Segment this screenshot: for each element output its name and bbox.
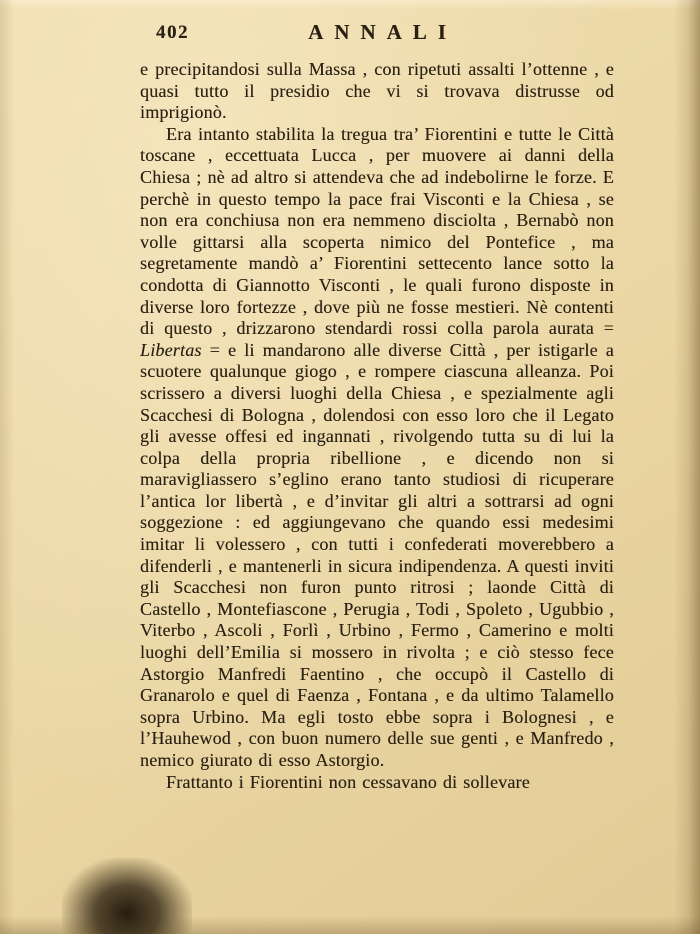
scan-stain-bottom-left [62,858,192,934]
page-header [140,20,614,48]
libertas-italic-word: Libertas [140,339,202,360]
page-text [140,59,614,793]
page-number: 402 [156,22,189,43]
page-edge-shadow-bottom [0,916,700,934]
paragraph-continuation [140,59,614,124]
paragraph-last-text: Frattanto i Fiorentini non cessavano di sollevare [166,771,530,792]
paragraph-main-text-before: Era intanto stabilita la tregua tra’ Fiorentini e tutte le Città toscane , eccettuata Lucca , per muovere ai danni della Chiesa ; nè ad altro si attendeva che ad indebolirne le forze. E perchè in questo tempo la pace frai Visconti e la Chiesa , se non era conchiusa non era nemmeno disciolta , Bernabò non volle gittarsi alla scoperta nimico del Pontefice , ma segretamente mandò a’ Fiorentini settecento lance sotto la condotta di Giannotto Visconti , le quali furono disposte in diverse loro fortezze , dove più ne fosse mestieri. Nè contenti di questo , drizzarono stendardi rossi colla parola aurata = [140,123,614,339]
paragraph-main [140,124,614,772]
paragraph-main-text-after: = e li mandarono alle diverse Città , per istigarle a scuotere qualunque giogo , e rompere ciascuna alleanza. Poi scrissero a diversi luoghi della Chiesa , e spezialmente agli Scacchesi di Bologna , dolendosi con esso loro che il Legato gli avesse offesi ed ingannati , rivolgendo tutta su di lui la colpa della propria ribellione , e dicendo non si maravigliassero s’eglino erano tanto studiosi di ricuperare l’antica lor libertà , e d’invitar gli altri a sottrarsi ad ogni soggezione : ed aggiungevano che quando essi medesimi imitar li volessero , con tutti i confederati moverebbero a difenderli , e mantenerli in sicura indipendenza. A questi inviti gli Scacchesi non furon punto ritrosi ; laonde Città di Castello , Montefiascone , Perugia , Todi , Spoleto , Ugubbio , Viterbo , Ascoli , Forlì , Urbino , Fermo , Camerino e molti luoghi dell’Emilia si mossero in rivolta ; e ciò stesso fece Astorgio Manfredi Faentino , che occupò il Castello di Granarolo e quel di Faenza , Fontana , e da ultimo Talamello sopra Urbino. Ma egli tosto ebbe sopra i Bolognesi , e l’Hauhewod , con buon numero delle sue genti , e Manfredo , nemico giurato di esso Astorgio. [140,339,614,770]
page-edge-shadow-left [0,0,14,934]
page-edge-highlight-top [0,0,700,10]
paragraph-continuation-text: e precipitandosi sulla Massa , con ripetuti assalti l’ottenne , e quasi tutto il presidio che vi si trovava distrusse od imprigionò. [140,59,614,123]
page-edge-shadow-right [674,0,700,934]
paragraph-last [140,772,614,794]
running-title: ANNALI [308,20,457,44]
